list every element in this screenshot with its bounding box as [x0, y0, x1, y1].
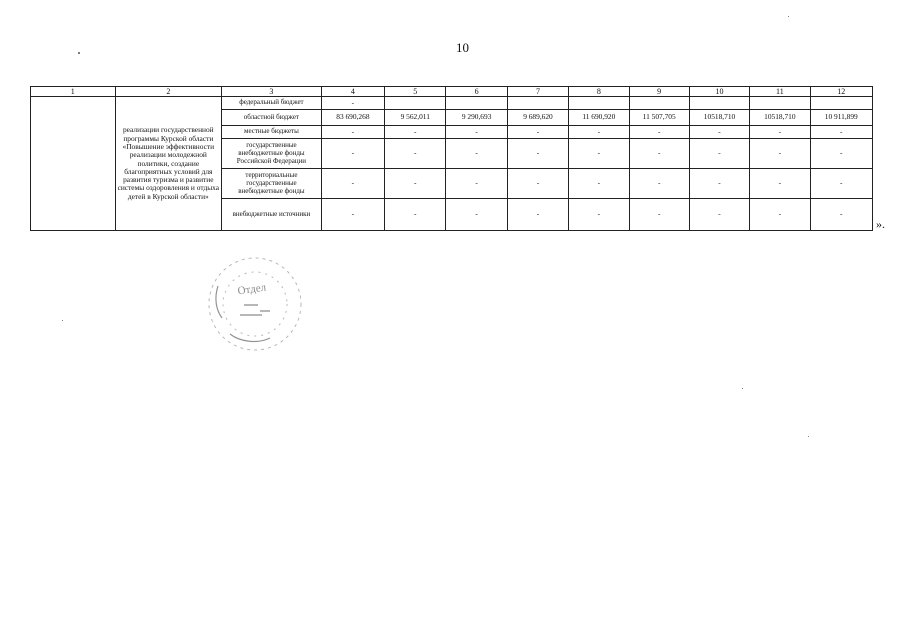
- value-cell: [507, 97, 568, 110]
- scan-speck: [808, 436, 809, 437]
- scan-speck: [742, 388, 743, 389]
- value-cell: -: [629, 199, 689, 231]
- scan-speck: [78, 52, 80, 54]
- value-cell: -: [629, 139, 689, 169]
- header-cell: 8: [569, 87, 629, 97]
- value-cell: -: [810, 199, 872, 231]
- header-cell: 12: [810, 87, 872, 97]
- header-cell: 3: [222, 87, 322, 97]
- value-cell: -: [750, 139, 810, 169]
- budget-table: [30, 86, 873, 231]
- value-cell: -: [385, 126, 446, 139]
- value-cell: 11 690,920: [569, 110, 629, 126]
- value-cell: -: [569, 199, 629, 231]
- value-cell: 10518,710: [689, 110, 749, 126]
- value-cell: 83 690,268: [321, 110, 384, 126]
- value-cell: -: [446, 139, 507, 169]
- header-cell: 5: [385, 87, 446, 97]
- value-cell: -: [629, 169, 689, 199]
- page-number: 10: [456, 40, 469, 55]
- value-cell: -: [689, 126, 749, 139]
- value-cell: [629, 97, 689, 110]
- value-cell: 9 562,011: [385, 110, 446, 126]
- header-cell: 6: [446, 87, 507, 97]
- value-cell: -: [385, 169, 446, 199]
- funding-source: территориальные государственные внебюджетные фонды: [222, 169, 322, 199]
- header-cell: 7: [507, 87, 568, 97]
- stamp-image: [200, 252, 310, 362]
- value-cell: [385, 97, 446, 110]
- value-cell: -: [750, 126, 810, 139]
- value-cell: -: [569, 139, 629, 169]
- value-cell: -: [569, 169, 629, 199]
- value-cell: -: [810, 139, 872, 169]
- value-cell: [750, 97, 810, 110]
- value-cell: 9 689,620: [507, 110, 568, 126]
- header-cell: 4: [321, 87, 384, 97]
- value-cell: -: [507, 139, 568, 169]
- value-cell: [446, 97, 507, 110]
- funding-source: государственные внебюджетные фонды Российской Федерации: [222, 139, 322, 169]
- header-cell: 10: [689, 87, 749, 97]
- value-cell: [689, 97, 749, 110]
- value-cell: -: [321, 199, 384, 231]
- value-cell: -: [750, 199, 810, 231]
- scan-speck: [62, 320, 63, 321]
- value-cell: [810, 97, 872, 110]
- value-cell: -: [750, 169, 810, 199]
- value-cell: 10518,710: [750, 110, 810, 126]
- value-cell: -: [321, 126, 384, 139]
- header-row: [31, 87, 873, 97]
- scan-speck: [788, 16, 789, 17]
- header-cell: 2: [115, 87, 222, 97]
- value-cell: -: [689, 199, 749, 231]
- value-cell: -: [321, 97, 384, 110]
- value-cell: -: [507, 169, 568, 199]
- value-cell: -: [385, 199, 446, 231]
- funding-source: областной бюджет: [222, 110, 322, 126]
- value-cell: -: [321, 139, 384, 169]
- value-cell: -: [446, 199, 507, 231]
- funding-source: федеральный бюджет: [222, 97, 322, 110]
- value-cell: -: [569, 126, 629, 139]
- row-number-cell: [31, 97, 116, 231]
- value-cell: -: [689, 169, 749, 199]
- closing-quote: ».: [876, 217, 885, 231]
- value-cell: -: [810, 126, 872, 139]
- stamp-text: Отдел: [236, 281, 267, 298]
- funding-source: местные бюджеты: [222, 126, 322, 139]
- funding-source: внебюджетные источники: [222, 199, 322, 231]
- value-cell: -: [629, 126, 689, 139]
- program-description: реализации государственной программы Курской области «Повышение эффективности реализации молодежной политики, создание благоприятных условий для развития туризма и развитие системы оздоровления и отдыха детей в Курской области»: [115, 97, 222, 231]
- header-cell: 11: [750, 87, 810, 97]
- value-cell: -: [810, 169, 872, 199]
- value-cell: 10 911,899: [810, 110, 872, 126]
- value-cell: -: [507, 126, 568, 139]
- value-cell: -: [446, 169, 507, 199]
- value-cell: -: [689, 139, 749, 169]
- header-cell: 1: [31, 87, 116, 97]
- value-cell: -: [446, 126, 507, 139]
- table-row: [31, 97, 873, 110]
- value-cell: -: [507, 199, 568, 231]
- value-cell: [569, 97, 629, 110]
- value-cell: 9 290,693: [446, 110, 507, 126]
- value-cell: 11 507,705: [629, 110, 689, 126]
- header-cell: 9: [629, 87, 689, 97]
- value-cell: -: [321, 169, 384, 199]
- value-cell: -: [385, 139, 446, 169]
